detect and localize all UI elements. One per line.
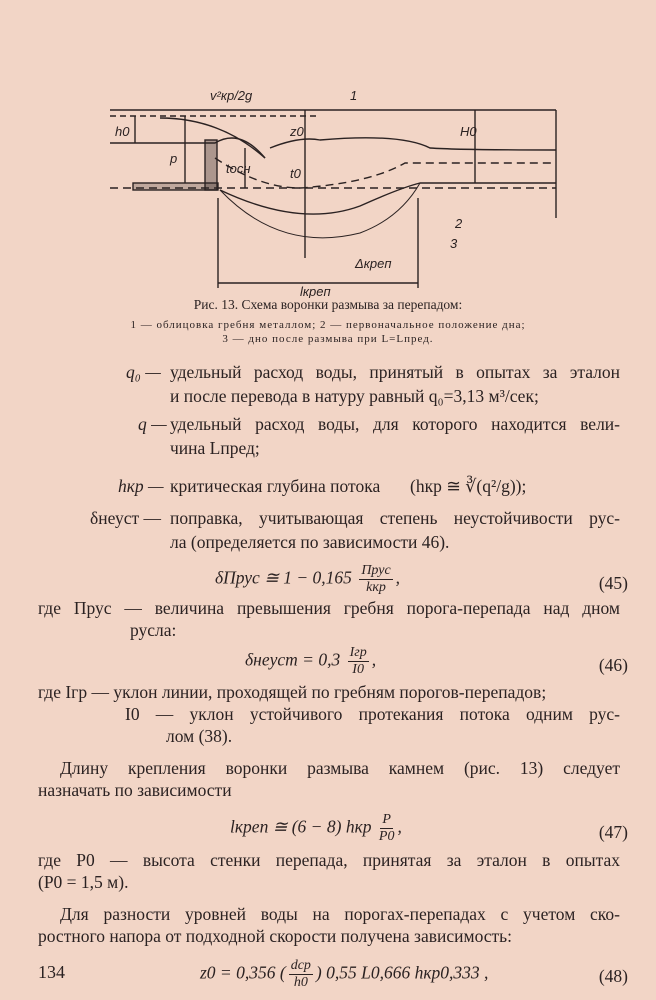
igr-line1: где Iгр — уклон линии, проходящей по гребням порогов-перепадов; xyxy=(38,682,547,702)
def-delta-line2: ла (определяется по зависимости 46). xyxy=(170,532,450,552)
label-1: 1 xyxy=(350,88,358,103)
label-H0: H0 xyxy=(460,124,477,139)
igr-line2: I0 — уклон устойчивого протекания потока одним рус- xyxy=(125,704,620,724)
eq47-denominator: P0 xyxy=(378,829,395,844)
eq45-denominator: kкр xyxy=(366,580,386,595)
eq48-denominator: h0 xyxy=(293,975,308,990)
def-q0-symbol: q₀ — xyxy=(126,362,161,382)
eq48-tail: 0,55 L0,666 hкр0,333 , xyxy=(326,962,489,983)
p-rus-line1: где Прус — величина превышения гребня порога-перепада над дном xyxy=(38,598,620,618)
p-rus-line2: русла: xyxy=(130,620,177,640)
scour-diagram xyxy=(100,88,580,298)
figure-caption-line1: 1 — облицовка гребня металлом; 2 — первоначальное положение дна; xyxy=(130,319,526,331)
label-z0: z0 xyxy=(290,124,304,139)
equation-48: z0 = 0,356 ( $\frac{\text{dср}}{h0}$ ) 0,55 L0,666 hкр0,333 , xyxy=(200,958,489,990)
def-hkr-symbol: hкр — xyxy=(118,476,164,496)
diff-line2: ростного напора от подходной скорости получена зависимость: xyxy=(38,926,513,946)
krep-line2: назначать по зависимости xyxy=(38,780,232,800)
def-q-line2: чина Lпред; xyxy=(170,438,260,458)
page-number: 134 xyxy=(38,962,65,982)
eq46-tail: , xyxy=(371,649,377,670)
eq48-numerator: dср xyxy=(290,958,311,973)
eq48-lhs: z0 = 0,356 xyxy=(200,962,276,983)
def-q-symbol: q — xyxy=(138,414,167,434)
p0-line2: (P0 = 1,5 м). xyxy=(38,872,129,892)
def-q0-line2: и после перевода в натуру равный q₀=3,13 м³/сек; xyxy=(170,386,539,406)
equation-45-number: (45) xyxy=(598,573,628,593)
def-delta-symbol: δнеуст — xyxy=(90,508,161,528)
equation-45 xyxy=(215,563,400,596)
equation-46 xyxy=(245,645,376,678)
def-hkr-formula: (hкр ≅ ∛(q²/g)); xyxy=(410,476,527,496)
eq45-tail: , xyxy=(395,567,401,588)
eq47-tail: , xyxy=(397,816,402,837)
label-2: 2 xyxy=(455,216,463,231)
igr-line3: лом (38). xyxy=(166,726,233,746)
def-q-line1: удельный расход воды, для которого находится вели- xyxy=(170,414,620,434)
def-hkr-line1: критическая глубина потока xyxy=(170,476,381,496)
label-p: p xyxy=(170,151,178,166)
eq46-lhs: δнеуст = 0,3 xyxy=(245,649,341,670)
p0-line1: где P0 — высота стенки перепада, принятая за эталон в опытах xyxy=(38,850,620,870)
equation-46-number: (46) xyxy=(598,655,628,675)
figure-caption-title: Рис. 13. Схема воронки размыва за перепадом: xyxy=(193,297,463,312)
equation-47-number: (47) xyxy=(598,822,628,842)
label-h0: h0 xyxy=(115,124,130,139)
diff-line1: Для разности уровней воды на порогах-перепадах с учетом ско- xyxy=(60,904,620,924)
label-toch: tосн xyxy=(226,161,251,176)
def-q0-line1: удельный расход воды, принятый в опытах за эталон xyxy=(170,362,620,382)
label-l-krep: lкреп xyxy=(300,284,331,298)
label-v-term: v²кр/2g xyxy=(210,88,253,103)
eq45-numerator: Прус xyxy=(361,563,391,578)
equation-47 xyxy=(230,812,402,845)
label-delta-krep: Δкреп xyxy=(355,256,392,271)
krep-line1: Длину крепления воронки размыва камнем (рис. 13) следует xyxy=(60,758,620,778)
eq46-numerator: Iгр xyxy=(349,645,367,660)
eq47-numerator: P xyxy=(382,812,391,827)
eq45-lhs: δПрус ≅ 1 − 0,165 xyxy=(215,567,352,588)
label-t0: t0 xyxy=(290,166,301,181)
equation-48-number: (48) xyxy=(598,966,628,986)
eq47-lhs: lкреп ≅ (6 − 8) hкр xyxy=(230,816,372,837)
label-3: 3 xyxy=(450,236,458,251)
eq46-denominator: I0 xyxy=(352,662,364,677)
figure-caption-line2: 3 — дно после размыва при L=Lпред. xyxy=(222,333,434,345)
def-delta-line1: поправка, учитывающая степень неустойчивости рус- xyxy=(170,508,620,528)
